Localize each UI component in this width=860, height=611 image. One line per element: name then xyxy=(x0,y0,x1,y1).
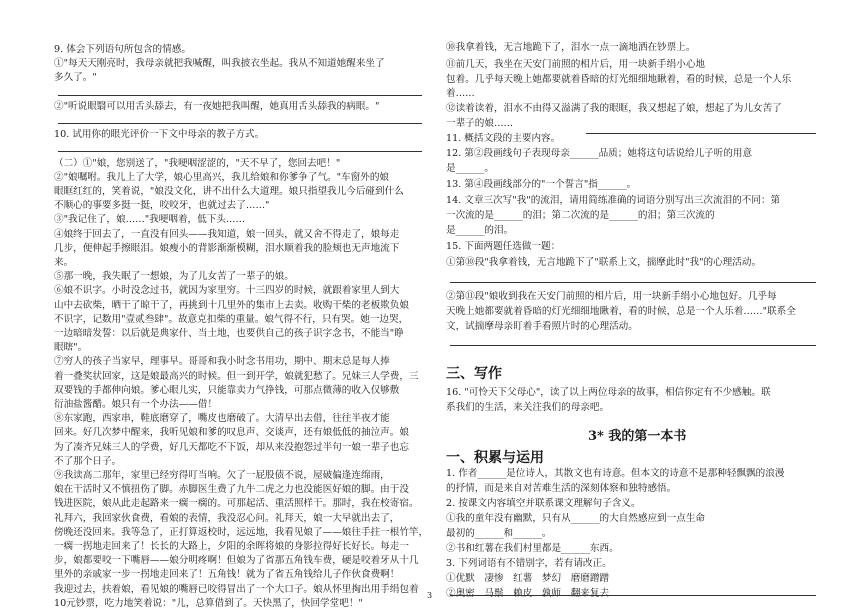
left-text-line: 9. 体会下列语句所包含的情感。 xyxy=(54,44,191,55)
right-answer-line xyxy=(450,595,816,596)
left-text-line: 步，娘都要咬一下嘴唇——娘分明疼啊！但娘为了省那五角钱车费，硬是咬着牙从十几 xyxy=(54,555,419,567)
right-text-line: 3. 下列词语有不错别字，若有请改正。 xyxy=(446,558,612,569)
page-number: 3 xyxy=(427,591,433,600)
right-text-line: 最初的______和______。 xyxy=(446,528,552,539)
left-text-line: 我迎过去，扶着娘，看见娘的嘴唇已咬得冒出了一个大口子。娘从怀里掏出用手绢包着 xyxy=(54,583,419,595)
right-text-line: ②奥密 马鬃 赖皮 孰师 翻来复去 xyxy=(446,588,610,599)
left-text-line: ③"我记住了，娘……"我哽咽着，低下头…… xyxy=(54,214,246,226)
left-text-line: 傍晚还没回来。我等急了，正打算返校时，远远地，我看见娘了——娘往手拄一根竹竿， xyxy=(54,526,429,538)
right-text-line: 15. 下面两题任选做一题： xyxy=(446,241,561,252)
right-text-line: 是______的泪。 xyxy=(446,225,514,236)
right-text-line: ①第⑩段"我拿着钱，无言地跪下了"联系上文，揣摩此时"我"的心理活动。 xyxy=(446,257,762,268)
left-text-line: 眼瞎"。 xyxy=(54,342,88,354)
left-text-line: 一瘸一拐地走回来了！长长的大路上，夕阳的余晖将娘的身影拉得好长好长。每走一 xyxy=(54,541,409,552)
right-text-line: 天晚上她都要就着昏暗的灯光细细地瞅着，看的时候，总是一个人乐着……"联系全 xyxy=(446,306,796,317)
right-text-line: 着…… xyxy=(446,88,475,99)
left-text-line: 为了凑齐兄妹三人的学费，好几天都吃不下饭，却从来没抱怨过半句一娘一辈子也忘 xyxy=(54,441,409,453)
left-text-line: ⑥娘不识字。小时没念过书，就因为家里穷。十三四岁的时候，就跟着家里人到大 xyxy=(54,285,400,297)
right-text-line: ①我的童年没有幽默，只有从______的大自然感应到一点生命 xyxy=(446,513,706,524)
right-text-line: 12. 第②段画线句子表现母亲______品质；她将这句话说给儿子听的用意 xyxy=(446,148,753,159)
left-text-line: （二）①"娘，您别送了，"我哽咽涩涩的，"天不早了，您回去吧！" xyxy=(54,157,341,169)
right-text-line: 11. 概括文段的主要内容。 xyxy=(446,133,561,144)
left-text-line: 着一叠奖状回家，这是娘最高兴的时候。但一到开学，娘就犯愁了。兄妹三人学费，三 xyxy=(54,370,419,382)
left-text-line: ①"每天天刚亮时，我母亲就把我喊醒，叫我披衣坐起。我从不知道她醒来坐了 xyxy=(54,58,385,70)
right-text-line: ⑩我拿着钱，无言地跪下了，泪水一点一滴地洒在钞票上。 xyxy=(446,42,696,53)
left-answer-line xyxy=(58,151,422,152)
left-text-line: ⑤那一晚，我失眠了一想娘，为了儿女苦了一辈子的娘。 xyxy=(54,271,294,283)
right-text-line: ②第⑪段"娘收到我在天安门前照的相片后，用一块新手绢小心地包好。几乎每 xyxy=(446,291,777,302)
right-text-line: 1. 作者______是位诗人，其散文也有诗意。但本文的诗意不是那种轻飘飘的浪漫 xyxy=(446,468,785,479)
left-text-line: 礼拜六，我回家伙食费，看娘的表情，我没忍心问。礼拜天，娘一大早就出去了， xyxy=(54,512,400,524)
left-text-line: 来。 xyxy=(54,257,74,268)
left-text-line: 不顺心的事要多挺一挺，咬咬牙，也就过去了……" xyxy=(54,200,270,212)
left-text-line: 多久了。" xyxy=(54,72,97,84)
right-text-line: 系我们的生活，来关注我们的母亲吧。 xyxy=(446,402,610,413)
right-section-heading: 三、写作 xyxy=(446,366,502,382)
right-text-line: 2. 按课文内容填空并联系课文理解句子含义。 xyxy=(446,498,641,509)
left-text-line: ⑧东家跑，西家串，鞋底磨穿了，嘴皮也磨破了。大清早出去借，往往半夜才能 xyxy=(54,413,390,425)
left-text-line: ④娘终于回去了，一直没有回头——我知道，娘一回头，就又舍不得走了，娘每走 xyxy=(54,228,400,240)
right-text-line: ⑫读着读着，泪水不由得又溢满了我的眼眶，我又想起了娘，想起了为儿女苦了 xyxy=(446,103,782,114)
right-text-line: ②书和红薯在我们村里都是______东西。 xyxy=(446,543,619,554)
left-text-line: 钱进医院，娘从此走起路来一瘸一瘸的。可那起活、重活照样干。那时，我在校寄宿。 xyxy=(54,498,419,510)
right-text-line: 一辈子的娘…… xyxy=(446,118,514,129)
right-text-line: ⑪前几天，我坐在天安门前照的相片后，用一块新手绢小心地 xyxy=(446,59,706,70)
left-text-line: 一边暗暗发誓：以后就是典家什、当土地，也要供自己的孩子识字念书，不能当"睁 xyxy=(54,328,404,339)
left-text-line: 双要钱的手都伸向娘。爹心眼儿实，只能靠卖力气挣钱，可那点微薄的收入仅够敷 xyxy=(54,384,400,396)
right-text-line: 包着。几乎每天晚上她都要就着昏暗的灯光细细地瞅着，看的时候，总是一个人乐 xyxy=(446,74,792,85)
left-text-line: 10元钞票，吃力地笑着说："儿，总算借到了。天快黑了，快回学堂吧！" xyxy=(54,597,363,609)
left-text-line: ②"娘嘱咐。我儿上了大学，娘心里高兴，我儿给娘和你爹争了气。"车窗外的娘 xyxy=(54,171,390,183)
right-text-line: 一次流的是______的泪；第二次流的是______的泪；第三次流的 xyxy=(446,210,715,221)
left-text-line: ②"听说眼翳可以用舌头舔去，有一夜她把我叫醒，她真用舌头舔我的病眼。" xyxy=(54,100,380,112)
right-text-line: 是______。 xyxy=(446,163,494,174)
left-text-line: 几步，便伸起手擦眼泪。娘瘦小的背影渐渐模糊，泪水顺着我的脸颊也无声地流下 xyxy=(54,242,400,254)
left-answer-line xyxy=(58,95,422,96)
right-text-line: ①优默 凄惨 红薯 梦幻 磨磨蹭蹭 xyxy=(446,573,610,584)
right-answer-line xyxy=(450,345,816,346)
right-text-line: 的抒情，而是来自对苦难生活的深刻体察和独特感悟。 xyxy=(446,483,677,494)
left-text-line: 山中去砍柴，晒干了晾干了，再挑到十几里外的集市上去卖。收购干柴的老板欺负娘 xyxy=(54,299,409,311)
left-text-line: 回来。好几次梦中醒来，我听见娘和爹的叹息声、交谈声，还有娘低低的抽泣声。娘 xyxy=(54,427,409,439)
right-text-line: 13. 第④段画线部分的"一个誓言"指______。 xyxy=(446,179,637,190)
left-text-line: 眼眶红红的，笑着说，"娘没文化，讲不出什么大道理。娘只指望我儿今后碰到什么 xyxy=(54,186,404,197)
right-text-line: 14. 文章三次写"我"的流泪，请用简练准确的词语分别写出三次流泪的不同：第 xyxy=(446,195,781,206)
left-answer-line xyxy=(58,123,422,124)
left-text-line: 10. 试用你的眼光评价一下文中母亲的教子方式。 xyxy=(54,129,265,141)
right-text-line: 16. "可怜天下父母心"，读了以上两位母亲的故事，相信你定有不少感触。联 xyxy=(446,387,771,398)
right-section-heading: 一、积累与运用 xyxy=(446,450,544,466)
right-answer-line xyxy=(586,133,816,134)
right-answer-line xyxy=(450,282,816,283)
left-text-line: 衍油盐酱醋。娘只有一个办法——借！ xyxy=(54,399,218,410)
left-text-line: 不识字，记数用"壹贰叁肆"。故意克扣柴的重量。娘气得不行，只有哭。她一边哭， xyxy=(54,313,409,325)
left-text-line: 不了那个日子。 xyxy=(54,455,122,467)
right-text-line: 文，试揣摩母亲盯着手看照片时的心理活动。 xyxy=(446,321,638,332)
left-text-line: 里外的亲戚家一步一拐地走回来了！五角钱！就为了省五角钱给儿子作伙食费啊！ xyxy=(54,569,400,581)
left-text-line: 娘在干活时又不慎扭伤了脚。赤脚医生费了九牛二虎之力也没能医好娘的脚。由于没 xyxy=(54,484,409,496)
left-text-line: ⑦穷人的孩子当家早，理事早。哥哥和我小时念书用功，期中、期末总是每人捧 xyxy=(54,356,390,368)
left-text-line: ⑨我读高二那年，家里已经穷得叮当响。欠了一屁股债不说，屋破偏逢连绵雨， xyxy=(54,470,390,481)
right-lesson-title: 3* 我的第一本书 xyxy=(588,429,687,444)
